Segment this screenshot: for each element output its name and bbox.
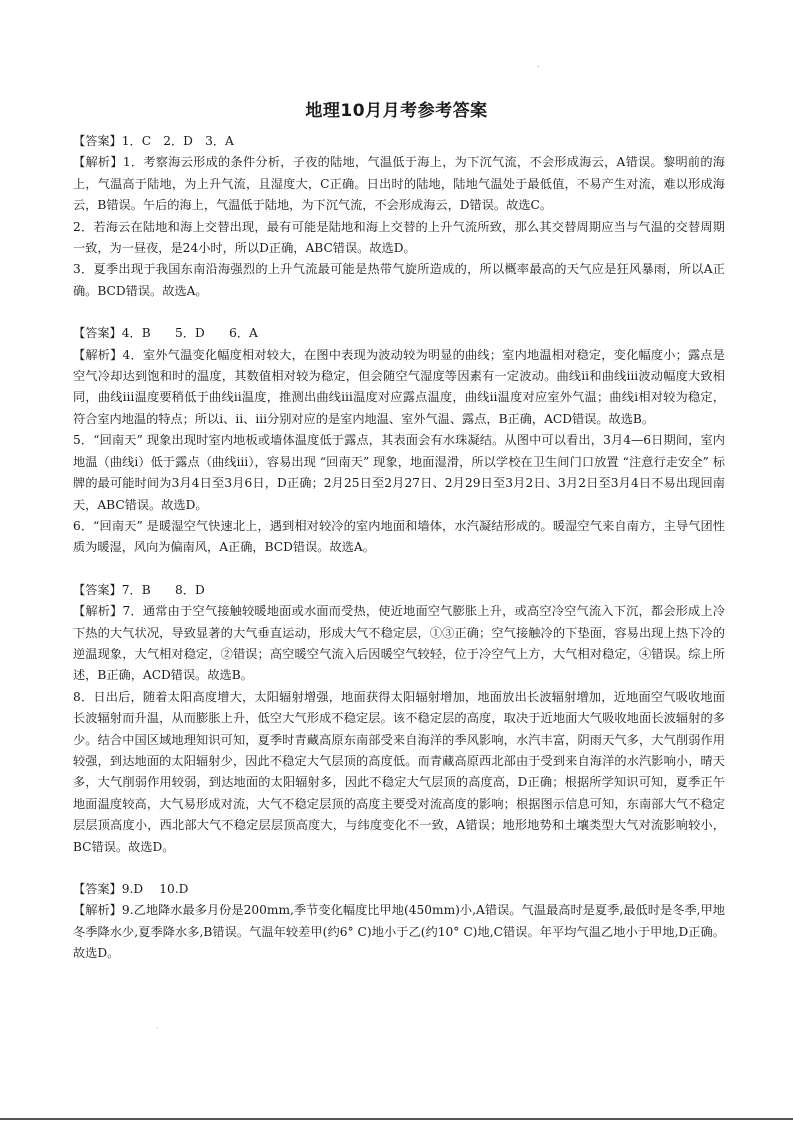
answer-line-7-8: 【答案】7．B 8．D (73, 582, 205, 597)
explanation-3: 3．夏季出现于我国东南沿海强烈的上升气流最可能是热带气旋所造成的，所以概率最高的天气应是狂风暴雨，所以A正确。BCD错误。故选A。 (73, 262, 725, 298)
page-title: 地理10月月考参考答案 (305, 101, 488, 121)
explanation-2: 2．若海云在陆地和海上交替出现，最有可能是陆地和海上交替的上升气流所致，那么其交替周期应当与气温的交替周期一致，为一昼夜，是24小时，所以D正确，ABC错误。故选D。 (73, 219, 725, 256)
spacer (73, 858, 725, 879)
corner-mark: . (537, 60, 540, 69)
explanation-5: 5．“回南天” 现象出现时室内地板或墙体温度低于露点，其表面会有水珠凝结。从图中可以看出，3月4—6日期间，室内地温（曲线ⅰ）低于露点（曲线ⅲ），容易出现 “回南天” 现象，地面湿滑，所以学校在卫生间门口放置 “注意行走安全” 标牌的最可能时间为3月4日至3月6日，D正确；2月25日至2月27日、2月29日至3月2日、3月2日至3月4日不易出现回南天，ABC错误。故选D。 (73, 433, 725, 512)
explanation-6: 6．“回南天” 是暖湿空气快速北上，遇到相对较冷的室内地面和墙体，水汽凝结形成的。暖湿空气来自南方，主导气团性质为暖湿，风向为偏南风，A正确，BCD错误。故选A。 (73, 518, 725, 555)
answer-line-4-6: 【答案】4．B 5．D 6．A (73, 326, 258, 341)
answer-content (73, 131, 725, 965)
explanation-7: 【解析】7．通常由于空气接触较暖地面或水面而受热，使近地面空气膨胀上升，或高空冷空气流入下沉，都会形成上冷下热的大气状况，导致显著的大气垂直运动，形成大气不稳定层，①③正确；空气接触冷的下垫面，容易出现上热下冷的逆温现象，大气相对稳定，②错误；高空暖空气流入后因暖空气较轻，位于冷空气上方，大气相对稳定，④错误。综上所述，B正确，ACD错误。故选B。 (73, 604, 725, 683)
explanation-4: 【解析】4．室外气温变化幅度相对较大，在图中表现为波动较为明显的曲线；室内地温相对稳定，变化幅度小；露点是空气冷却达到饱和时的温度，其数值相对较为稳定，但会随空气湿度等因素有一定波动。曲线ⅱ和曲线ⅲ波动幅度大致相同，曲线ⅲ温度要稍低于曲线ⅱ温度，推测出曲线ⅲ温度对应露点温度，曲线ⅱ温度对应室外气温；曲线ⅰ相对较为稳定，符合室内地温的特点；所以ⅰ、ⅱ、ⅲ分别对应的是室内地温、室外气温、露点，B正确，ACD错误。故选B。 (73, 347, 725, 426)
answer-line-9-10: 【答案】9.D 10.D (73, 882, 189, 896)
spacer (73, 302, 725, 323)
explanation-1: 【解析】1．考察海云形成的条件分析，子夜的陆地，气温低于海上，为下沉气流，不会形成海云，A错误。黎明前的海上，气温高于陆地，为上升气流，且湿度大，C正确。日出时的陆地，陆地气温处于最低值，不易产生对流，难以形成海云，B错误。午后的海上，气温低于陆地，为下沉气流，不会形成海云，D错误。故选C。 (73, 155, 725, 213)
spacer (73, 559, 725, 580)
explanation-8: 8．日出后，随着太阳高度增大，太阳辐射增强，地面获得太阳辐射增加，地面放出长波辐射增加，近地面空气吸收地面长波辐射而升温，从而膨胀上升，低空大气形成不稳定层。该不稳定层的高度，取决于近地面大气吸收地面长波辐射的多少。结合中国区域地理知识可知，夏季时青藏高原东南部受来自海洋的季风影响，水汽丰富，阴雨天气多，大气削弱作用较强，到达地面的太阳辐射少，因此不稳定大气层顶的高度低。而青藏高原西北部由于受到来自海洋的水汽影响小，晴天多，大气削弱作用较弱，到达地面的太阳辐射多，因此不稳定大气层顶的高度高，D正确；根据所学知识可知，夏季正午地面温度较高，大气易形成对流，大气不稳定层顶的高度主要受对流高度的影响；根据图示信息可知，东南部大气不稳定层层顶高度小，西北部大气不稳定层层顶高度大，与纬度变化不一致，A错误；地形地势和土壤类型大气对流影响较小，BC错误。故选D。 (73, 689, 725, 854)
bottom-mark: . (156, 1022, 159, 1030)
answer-line-1-3: 【答案】1．C 2．D 3．A (73, 134, 234, 148)
page-bottom-rule (0, 1118, 793, 1120)
explanation-9: 【解析】9.乙地降水最多月份是200mm,季节变化幅度比甲地(450mm)小,A错误。气温最高时是夏季,最低时是冬季,甲地冬季降水少,夏季降水多,B错误。气温年较差甲(约6° C)地小于乙(约10° C)地,C错误。年平均气温乙地小于甲地,D正确。故选D。 (73, 903, 725, 961)
